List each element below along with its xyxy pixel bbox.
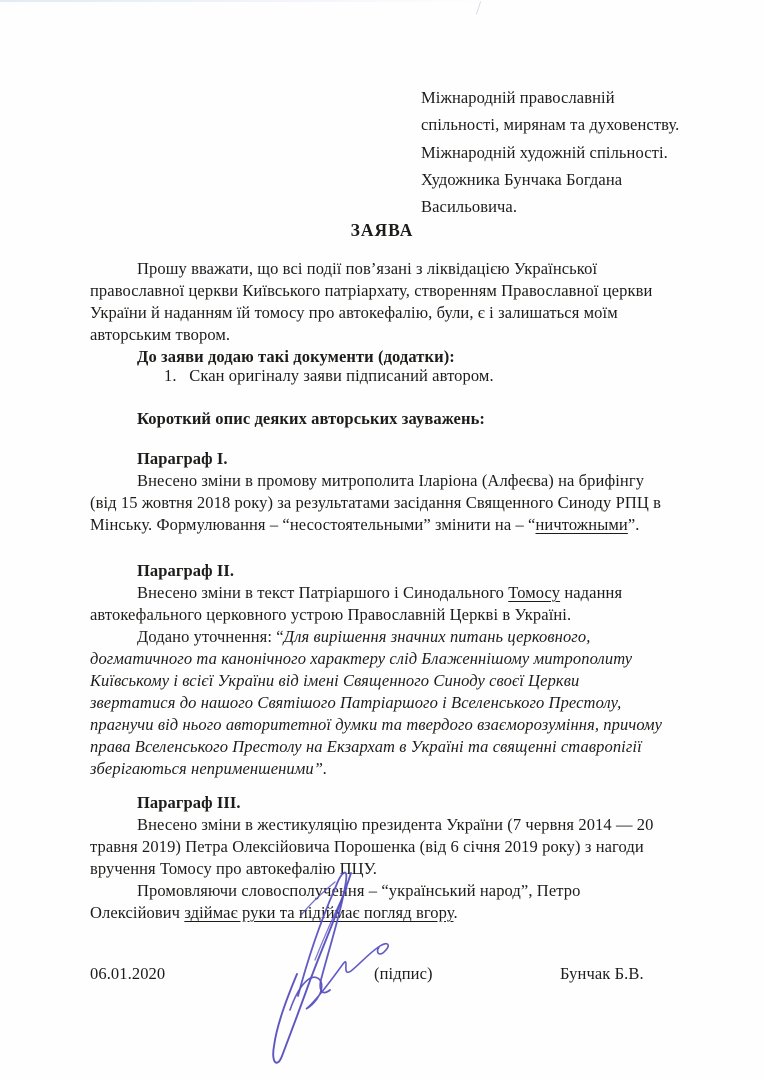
paragraph-2-quote-lead: Додано уточнення: “: [137, 627, 284, 646]
paragraph-2-quote-close: ”.: [313, 759, 328, 778]
addressee-line: Художника Бунчака Богдана: [421, 169, 623, 189]
paragraph-2-underlined-word: Томосу: [508, 583, 561, 602]
paragraph-3-section: [90, 792, 668, 924]
author-name: Бунчак Б.В.: [560, 964, 644, 983]
paragraph-2-body-2: [90, 626, 668, 780]
paragraph-1-underlined-word: ничтожными: [535, 515, 628, 534]
document-title: ЗАЯВА: [350, 220, 414, 240]
addressee-line: Міжнародній художній спільності.: [421, 142, 668, 162]
paragraph-1-body: [90, 470, 668, 536]
list-item-number: 1.: [164, 366, 177, 385]
paragraph-1-text: Внесено зміни в промову митрополита Іларіона (Алфеєва) на брифінгу (від 15 жовтня 2018 року) за результатами засідання Священного Синоду РПЦ в Мінську. Формулювання – “несостоятельными” змінити на – “: [90, 471, 661, 534]
paragraph-2-quote-italic: Для вирішення значних питань церковного, догматичного та канонічного характеру слід Блаженнішому митрополиту Київському і всієї України від імені Священного Синоду своєї Церкви звертатися до нашого Святішого Патріаршого і Вселенського Престолу, прагнучи від нього авторитетної думки та твердого взаєморозуміння, причому права Вселенського Престолу на Екзархат в Україні та священні ставропігії зберігаються неприменшеними: [90, 627, 663, 778]
scan-artifact-slash: [476, 1, 481, 15]
paragraph-3-text: Промовляючи словосполучення – “український народ”, Петро Олексійович: [90, 881, 581, 922]
paragraph-3-body-1: Внесено зміни в жестикуляцію президента України (7 червня 2014 — 20 травня 2019) Петра Олексійовича Порошенка (від 6 січня 2019 року) з нагоди вручення Томосу про автокефалію ПЦУ.: [90, 815, 654, 878]
paragraph-1-section: [90, 448, 668, 536]
list-item-text: Скан оригіналу заяви підписаний автором.: [189, 366, 494, 385]
footer-row: [0, 963, 764, 987]
paragraph-3-body-2: [90, 880, 668, 924]
signature-placeholder-label: (підпис): [374, 964, 433, 983]
attachments-list-item: [164, 365, 494, 387]
addressee-block: [421, 84, 683, 220]
addressee-line: Васильовича.: [421, 197, 518, 217]
addressee-line: Міжнародній православній: [421, 88, 615, 107]
paragraph-3-title: Параграф III.: [137, 793, 241, 812]
paragraph-3-underlined-phrase: здіймає руки та підіймає погляд вгору: [184, 903, 454, 922]
paragraph-2-body-1: [90, 582, 668, 626]
paragraph-2-title: Параграф II.: [137, 561, 235, 580]
paragraph-1-text-end: ”.: [627, 515, 640, 534]
intro-paragraph: Прошу вважати, що всі події пов’язані з ліквідацією Української православної церкви Київського патріархату, створенням Православної церкви України й наданням їй томосу про автокефалію, були, є і залишаться моїм авторським твором.: [90, 259, 653, 344]
document-date: 06.01.2020: [90, 964, 166, 983]
paragraph-1-title: Параграф I.: [137, 449, 228, 468]
description-header: Короткий опис деяких авторських зауважень:: [137, 409, 486, 428]
paragraph-2-section: [90, 560, 668, 780]
paragraph-3-text-end: .: [453, 903, 458, 922]
attachments-header: До заяви додаю такі документи (додатки):: [137, 347, 455, 366]
paragraph-2-text: Внесено зміни в текст Патріаршого і Синодального: [137, 583, 509, 602]
addressee-line: спільності, мирянам та духовенству.: [421, 115, 680, 135]
scanner-edge-artifact: [0, 0, 764, 2]
paragraph-2-text-end: надання автокефального церковного устрою Православній Церкві в Україні.: [90, 583, 623, 624]
